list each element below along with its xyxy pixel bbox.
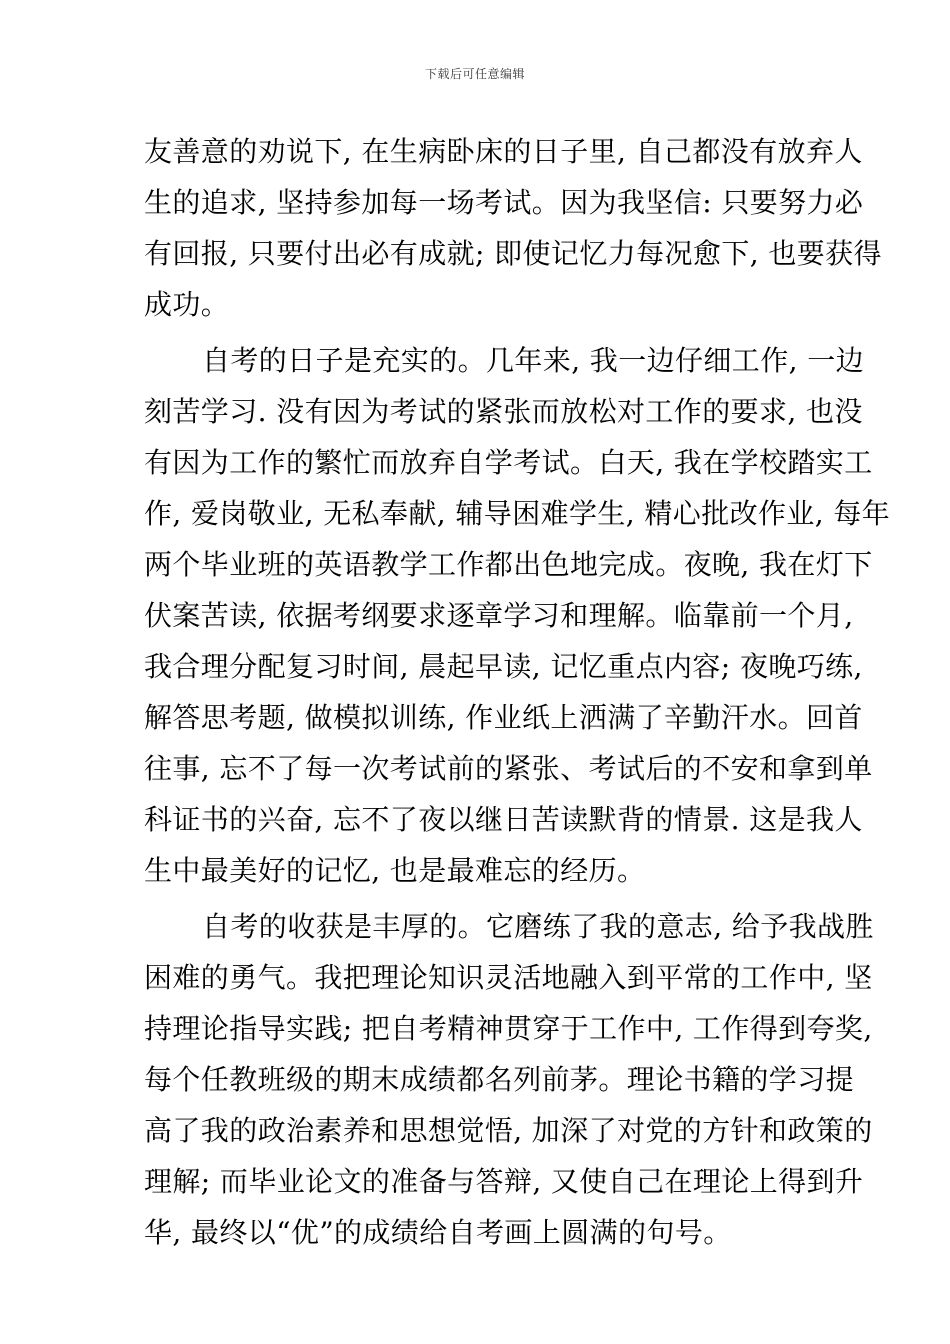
page-header: 下载后可任意编辑 [424, 67, 525, 81]
text-line: 刻苦学习. 没有因为考试的紧张而放松对工作的要求, 也没 [144, 395, 863, 428]
text-line: 科证书的兴奋, 忘不了夜以继日苦读默背的情景. 这是我人 [144, 803, 863, 836]
text-line: 伏案苦读, 依据考纲要求逐章学习和理解。临靠前一个月, [144, 599, 854, 632]
text-line: 作, 爱岗敬业, 无私奉献, 辅导困难学生, 精心批改作业, 每年 [144, 497, 891, 530]
text-line: 两个毕业班的英语教学工作都出色地完成。夜晚, 我在灯下 [144, 548, 873, 581]
text-line: 我合理分配复习时间, 晨起早读, 记忆重点内容; 夜晚巧练, [144, 650, 863, 683]
text-line: 困难的勇气。我把理论知识灵活地融入到平常的工作中, 坚 [144, 961, 873, 994]
text-line: 每个任教班级的期末成绩都名列前茅。理论书籍的学习提 [144, 1063, 855, 1096]
paragraph-1 [144, 126, 882, 330]
text-line: 生中最美好的记忆, 也是最难忘的经历。 [144, 854, 646, 887]
text-line: 成功。 [144, 288, 230, 321]
text-line: 解答思考题, 做模拟训练, 作业纸上洒满了辛勤汗水。回首 [144, 701, 863, 734]
paragraph-2 [144, 335, 891, 896]
text-line: 生的追求, 坚持参加每一场考试。因为我坚信: 只要努力必 [144, 186, 864, 219]
text-line: 有因为工作的繁忙而放弃自学考试。白天, 我在学校踏实工 [144, 446, 873, 479]
text-line: 有回报, 只要付出必有成就; 即使记忆力每况愈下, 也要获得 [144, 237, 882, 270]
text-line: 往事, 忘不了每一次考试前的紧张、考试后的不安和拿到单 [144, 752, 873, 785]
text-line: 高了我的政治素养和思想觉悟, 加深了对党的方针和政策的 [144, 1114, 873, 1147]
text-line: 华, 最终以“优”的成绩给自考画上圆满的句号。 [144, 1216, 732, 1249]
paragraph-3 [144, 901, 874, 1258]
text-line: 自考的日子是充实的。几年来, 我一边仔细工作, 一边 [202, 344, 865, 377]
text-line: 自考的收获是丰厚的。它磨练了我的意志, 给予我战胜 [202, 910, 874, 943]
text-line: 理解; 而毕业论文的准备与答辩, 又使自己在理论上得到升 [144, 1165, 864, 1198]
body-text [144, 126, 891, 1258]
text-line: 持理论指导实践; 把自考精神贯穿于工作中, 工作得到夸奖, [144, 1012, 873, 1045]
text-line: 友善意的劝说下, 在生病卧床的日子里, 自己都没有放弃人 [144, 135, 863, 168]
